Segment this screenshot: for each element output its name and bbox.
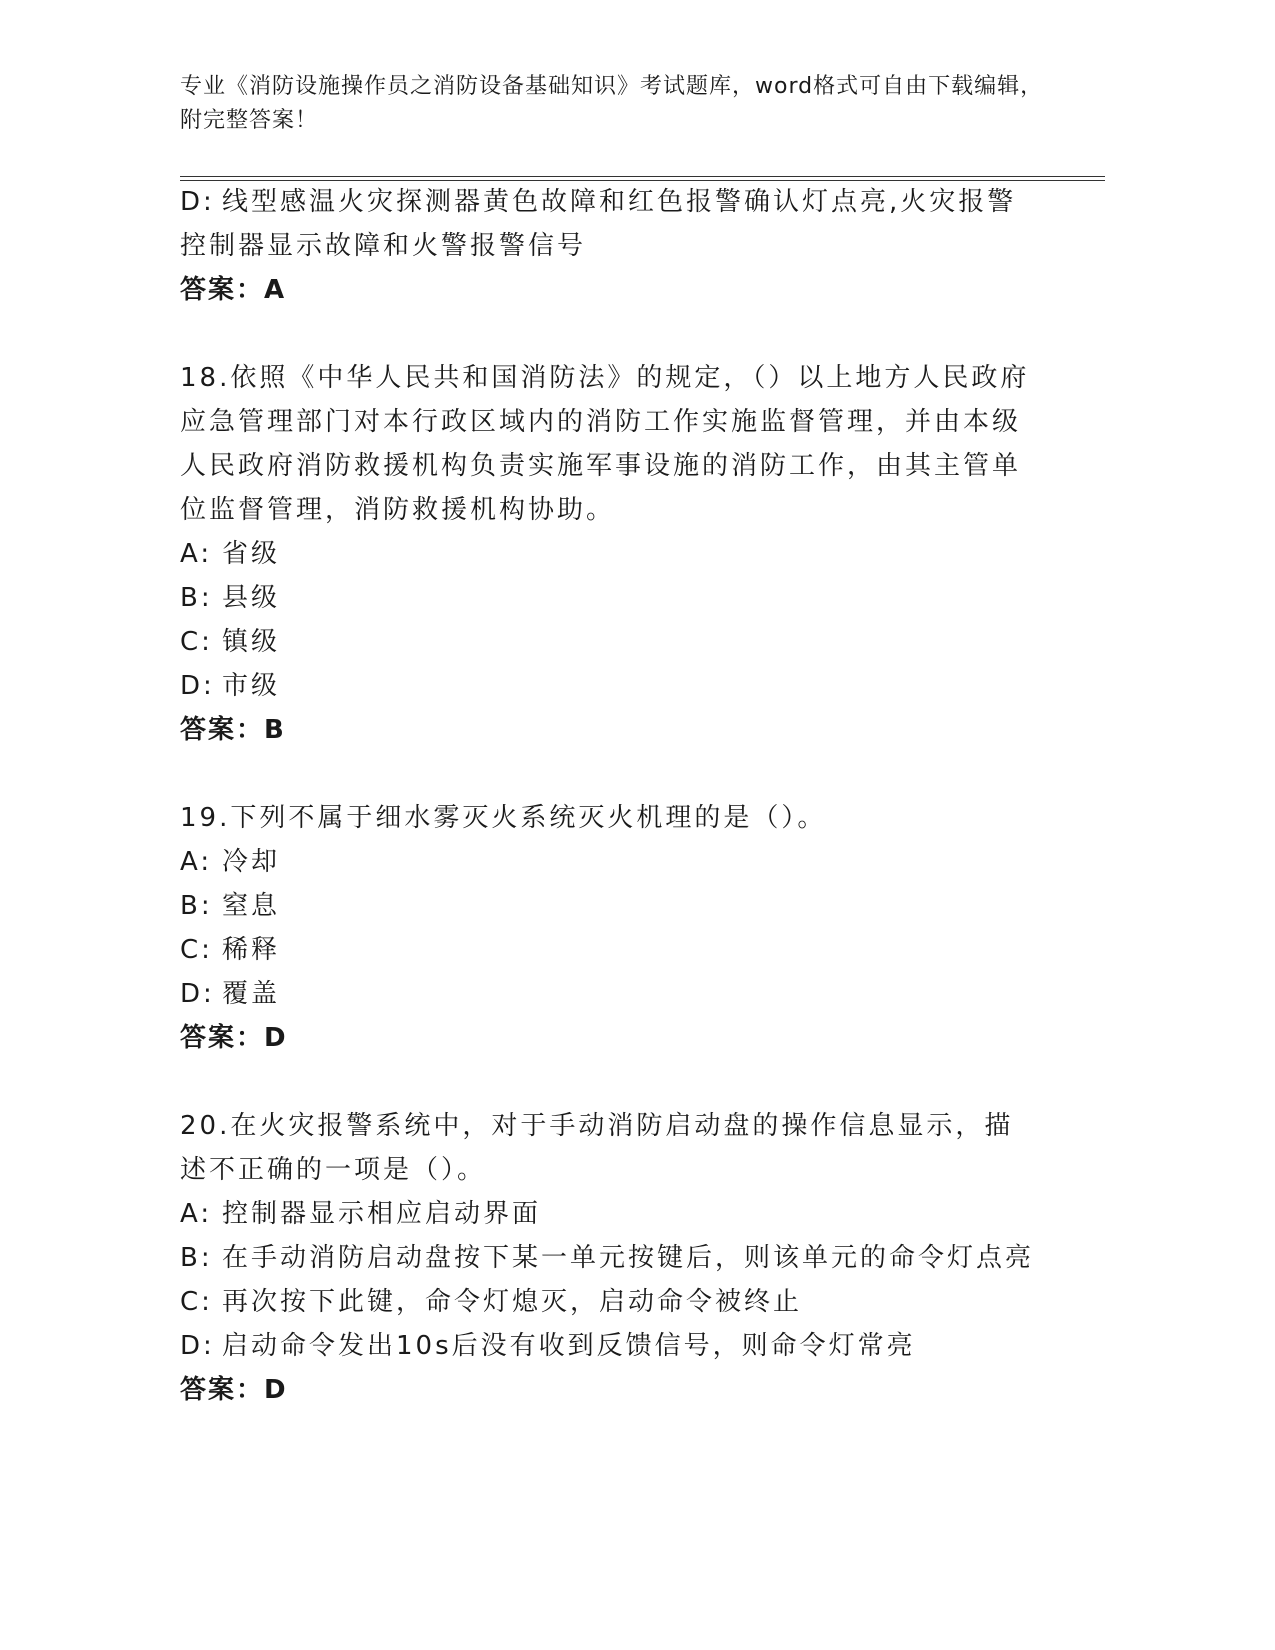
page-header: 专业《消防设施操作员之消防设备基础知识》考试题库，word格式可自由下载编辑，附完整答案！ xyxy=(180,74,1044,133)
option-text: 县级 xyxy=(222,583,281,613)
option xyxy=(180,1324,1060,1368)
answer: 答案：D xyxy=(180,1375,288,1405)
answer: 答案：D xyxy=(180,1023,288,1053)
option-letter: D: xyxy=(180,1331,215,1361)
option xyxy=(180,1280,1060,1324)
option xyxy=(180,884,1060,928)
option-text: 控制器显示相应启动界面 xyxy=(222,1199,542,1229)
question-block xyxy=(180,356,1060,752)
option-text: 冷却 xyxy=(222,847,281,877)
option-text: 稀释 xyxy=(222,935,281,965)
question-block xyxy=(180,796,1060,1060)
option-letter: C: xyxy=(180,935,213,965)
option-text: 省级 xyxy=(222,539,281,569)
option xyxy=(180,840,1060,884)
option-text: 覆盖 xyxy=(222,979,281,1009)
option-text: 再次按下此键，命令灯熄灭，启动命令被终止 xyxy=(222,1287,803,1317)
option-letter: D: xyxy=(180,187,215,217)
option-letter: A: xyxy=(180,847,213,877)
option-letter: D: xyxy=(180,671,215,701)
option xyxy=(180,1192,1060,1236)
option-letter: C: xyxy=(180,627,213,657)
option xyxy=(180,664,1060,708)
question-text: 19.下列不属于细水雾灭火系统灭火机理的是（）。 xyxy=(180,803,827,833)
option-text: 启动命令发出10s后没有收到反馈信号，则命令灯常亮 xyxy=(222,1331,916,1361)
option-letter: B: xyxy=(180,583,213,613)
question-block xyxy=(180,1104,1060,1412)
option xyxy=(180,928,1060,972)
option xyxy=(180,576,1060,620)
option xyxy=(180,1236,1060,1280)
content xyxy=(180,178,1060,1412)
carry-over-option xyxy=(180,180,1040,268)
answer: 答案：B xyxy=(180,715,286,745)
option xyxy=(180,620,1060,664)
option xyxy=(180,532,1060,576)
option-letter: B: xyxy=(180,891,213,921)
option-text: 镇级 xyxy=(222,627,281,657)
question-text: 20.在火灾报警系统中，对于手动消防启动盘的操作信息显示，描述不正确的一项是（）。 xyxy=(180,1111,1014,1185)
question-text: 18.依照《中华人民共和国消防法》的规定，（）以上地方人民政府应急管理部门对本行政区域内的消防工作实施监督管理，并由本级人民政府消防救援机构负责实施军事设施的消防工作，由其主管单位监督管理，消防救援机构协助。 xyxy=(180,363,1030,525)
option-letter: B: xyxy=(180,1243,213,1273)
answer: 答案：A xyxy=(180,275,287,305)
option-letter: A: xyxy=(180,1199,213,1229)
option-text: 窒息 xyxy=(222,891,281,921)
option-text: 在手动消防启动盘按下某一单元按键后，则该单元的命令灯点亮 xyxy=(222,1243,1035,1273)
option-letter: A: xyxy=(180,539,213,569)
option-letter: C: xyxy=(180,1287,213,1317)
option-text: 线型感温火灾探测器黄色故障和红色报警确认灯点亮,火灾报警控制器显示故障和火警报警信号 xyxy=(180,187,1017,261)
option-letter: D: xyxy=(180,979,215,1009)
option xyxy=(180,972,1060,1016)
option-text: 市级 xyxy=(222,671,281,701)
